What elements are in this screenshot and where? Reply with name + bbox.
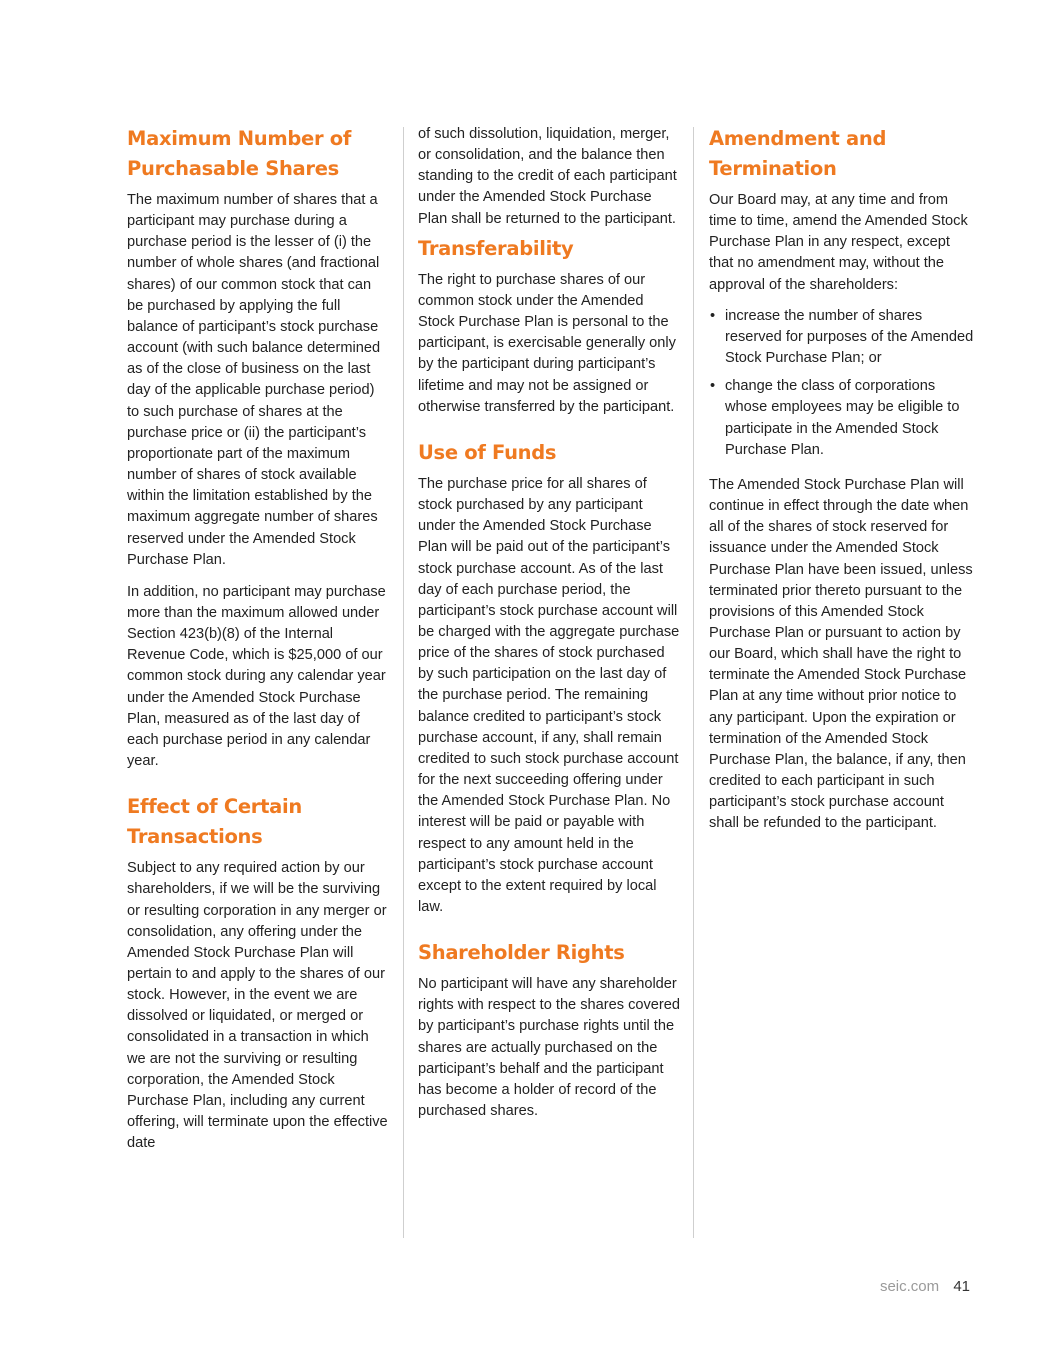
paragraph-transferability: The right to purchase shares of our common stock under the Amended Stock Purchase Plan is personal to the participant, is exercisable generally only by the participant during participant’s lifetime and may not be assigned or otherwise transferred by the participant. [418,271,676,415]
paragraph-continuation: of such dissolution, liquidation, merger, or consolidation, and the balance then standing to the credit of each participant under the Amended Stock Purchase Plan shall be returned to the participant. [418,126,677,227]
column-left [127,124,389,1154]
list-item [709,376,975,461]
paragraph-plan-continuation: The Amended Stock Purchase Plan will continue in effect through the date when all of the shares of stock reserved for issuance under the Amended Stock Purchase Plan have been issued, unless terminated prior thereto pursuant to the provisions of this Amended Stock Purchase Plan or pursuant to action by our Board, which shall have the right to terminate the Amended Stock Purchase Plan at any time without prior notice to any participant. Upon the expiration or termination of the Amended Stock Purchase Plan, the balance, if any, then credited to each participant in such participant’s stock purchase account shall be refunded to the participant. [709,476,973,832]
page-number: 41 [953,1278,970,1295]
amendment-restrictions-list [709,306,975,461]
paragraph-in-addition: In addition, no participant may purchase more than the maximum allowed under Section 423(b)(8) of the Internal Revenue Code, which is $25,000 of our common stock during any calendar year under the Amended Stock Purchase Plan, measured as of the last day of each purchase period in any calendar year. [127,583,386,770]
paragraph-effect-of-transactions: Subject to any required action by our shareholders, if we will be the surviving or resulting corporation in any merger or consolidation, any offering under the Amended Stock Purchase Plan will pertain to and apply to the shares of our stock. However, in the event we are dissolved or liquidated, or merged or consolidated in a transaction in which we are not the surviving or resulting corporation, the Amended Stock Purchase Plan, including any current offering, will terminate upon the effective date [127,860,388,1152]
bullet-icon: • [710,307,716,324]
column-right [709,124,975,835]
page-footer [880,1278,970,1295]
column-divider [403,127,404,1238]
list-item-text: increase the number of shares reserved for purposes of the Amended Stock Purchase Plan; or [725,307,974,367]
footer-website: seic.com [879,1278,940,1295]
column-divider [693,127,694,1238]
paragraph-amendment: Our Board may, at any time and from time to time, amend the Amended Stock Purchase Plan in any respect, except that no amendment may, without the approval of the shareholders: [709,192,968,293]
heading-effect-of-transactions: Effect of Certain Transactions [127,795,302,849]
paragraph-maximum-number: The maximum number of shares that a participant may purchase during a purchase period is the lesser of (i) the number of whole shares (and fractional shares) of our common stock that can be purchased by applying the full balance of participant’s stock purchase account (with such balance determined as of the close of business on the last day of the applicable purchase period) to such purchase of shares at the purchase price or (ii) the participant’s proportionate part of the maximum number of shares of stock available within the limitation established by the maximum aggregate number of shares reserved under the Amended Stock Purchase Plan. [127,192,381,568]
heading-maximum-number: Maximum Number of Purchasable Shares [127,127,352,180]
paragraph-shareholder-rights: No participant will have any shareholder rights with respect to the shares covered by participant’s purchase rights until the shares are actually purchased on the participant’s behalf and the participant has become a holder of record of the purchased shares. [418,976,681,1120]
heading-shareholder-rights: Shareholder Rights [418,941,625,965]
heading-amendment-termination: Amendment and Termination [709,127,887,180]
heading-use-of-funds: Use of Funds [418,440,557,464]
bullet-icon: • [710,378,716,395]
list-item [709,306,975,369]
column-middle [418,124,682,1122]
paragraph-use-of-funds: The purchase price for all shares of stock purchased by any participant under the Amended Stock Purchase Plan will be paid out of the participant’s stock purchase account. As of the last day of each purchase period, the participant’s stock purchase account will be charged with the aggregate purchase price of the shares of stock purchased by such participation on the last day of the purchase period. The remaining balance credited to participant’s stock purchase account, if any, shall remain credited to such stock purchase account for the next succeeding offering under the Amended Stock Purchase Plan. No interest will be paid or payable with respect to any amount held in the participant’s stock purchase account except to the extent required by local law. [418,475,680,915]
list-item-text: change the class of corporations whose employees may be eligible to participate in the Amended Stock Purchase Plan. [725,378,960,458]
heading-transferability: Transferability [418,236,574,260]
